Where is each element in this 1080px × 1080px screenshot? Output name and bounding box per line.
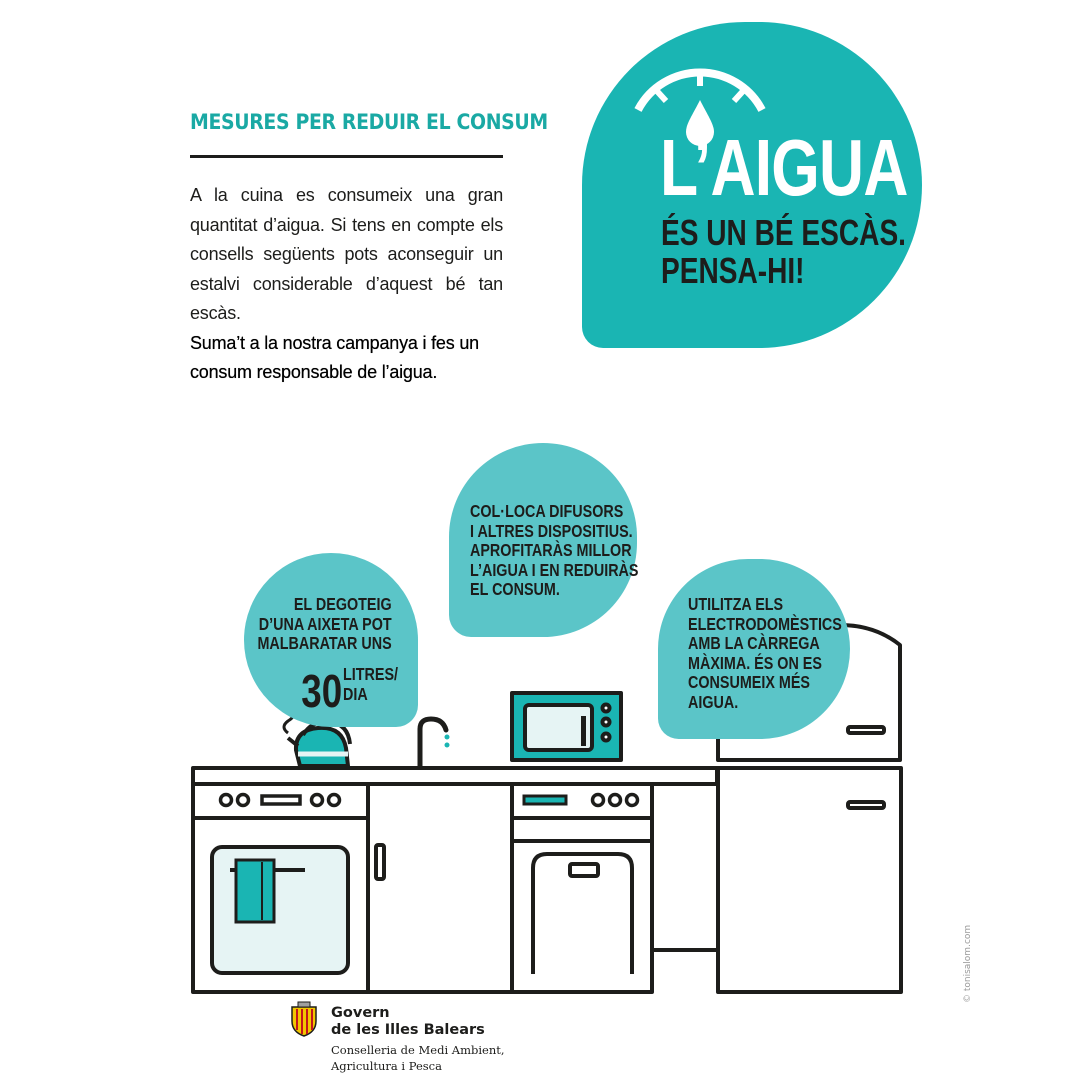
page-title: MESURES PER REDUIR EL CONSUM [190, 110, 548, 134]
tip-line: I ALTRES DISPOSITIUS. [470, 520, 633, 541]
cabinet [368, 784, 512, 992]
tip-diffusers-text [470, 502, 638, 600]
brand-subtitle-line: PENSA-HI! [661, 250, 805, 291]
faucet-icon [420, 719, 446, 766]
crest-icon [289, 1001, 319, 1037]
tip-line: MÀXIMA. ÉS ON ES [688, 652, 822, 673]
designer-credit: © tonisalom.com [963, 924, 973, 1003]
tip-line: EL CONSUM. [470, 579, 560, 599]
department-line1: Conselleria de Medi Ambient, [331, 1043, 505, 1057]
tip-unit-line: LITRES/ [343, 664, 399, 684]
tip-line: MALBARATAR UNS [257, 633, 392, 653]
tip-line: EL DEGOTEIG [294, 594, 392, 614]
tip-diffusers-bubble [449, 443, 637, 637]
department-line2: Agricultura i Pesca [331, 1059, 442, 1073]
tip-line: ELECTRODOMÈSTICS [688, 613, 842, 634]
tip-unit-line: DIA [343, 684, 368, 704]
tip-line: AMB LA CÀRREGA [688, 633, 820, 653]
org-name-line2: de les Illes Balears [331, 1022, 485, 1038]
tip-line: AIGUA. [688, 691, 739, 712]
call-to-action: Suma’t a la nostra campanya i fes un consum responsable de l’aigua. [190, 332, 479, 382]
tip-line: L’AIGUA I EN REDUIRÀS [470, 559, 639, 580]
tip-line: APROFITARÀS MILLOR [470, 540, 632, 560]
intro-paragraph: A la cuina es consumeix una gran quantitat d’aigua. Si tens en compte els consells següents pots aconseguir un estalvi considerable d’aquest bé tan escàs. [190, 185, 503, 323]
brand-title: L’AIGUA [660, 123, 908, 212]
tip-line: D’UNA AIXETA POT [259, 613, 392, 634]
brand-subtitle-line: ÉS UN BÉ ESCÀS. [661, 212, 906, 253]
tip-line: UTILITZA ELS [688, 594, 784, 614]
tip-line: COL·LOCA DIFUSORS [470, 501, 624, 521]
tip-drip-unit [343, 664, 398, 704]
tip-appliances-bubble [658, 559, 850, 739]
tip-drip-bubble [244, 553, 418, 727]
kettle-icon [288, 722, 350, 766]
tip-drip-number: 30 [301, 665, 342, 717]
org-name-line1: Govern [331, 1005, 390, 1021]
countertop [193, 768, 717, 784]
tip-drip-text [258, 595, 392, 654]
tip-line: CONSUMEIX MÉS [688, 672, 811, 692]
tip-appliances-text [688, 595, 842, 712]
